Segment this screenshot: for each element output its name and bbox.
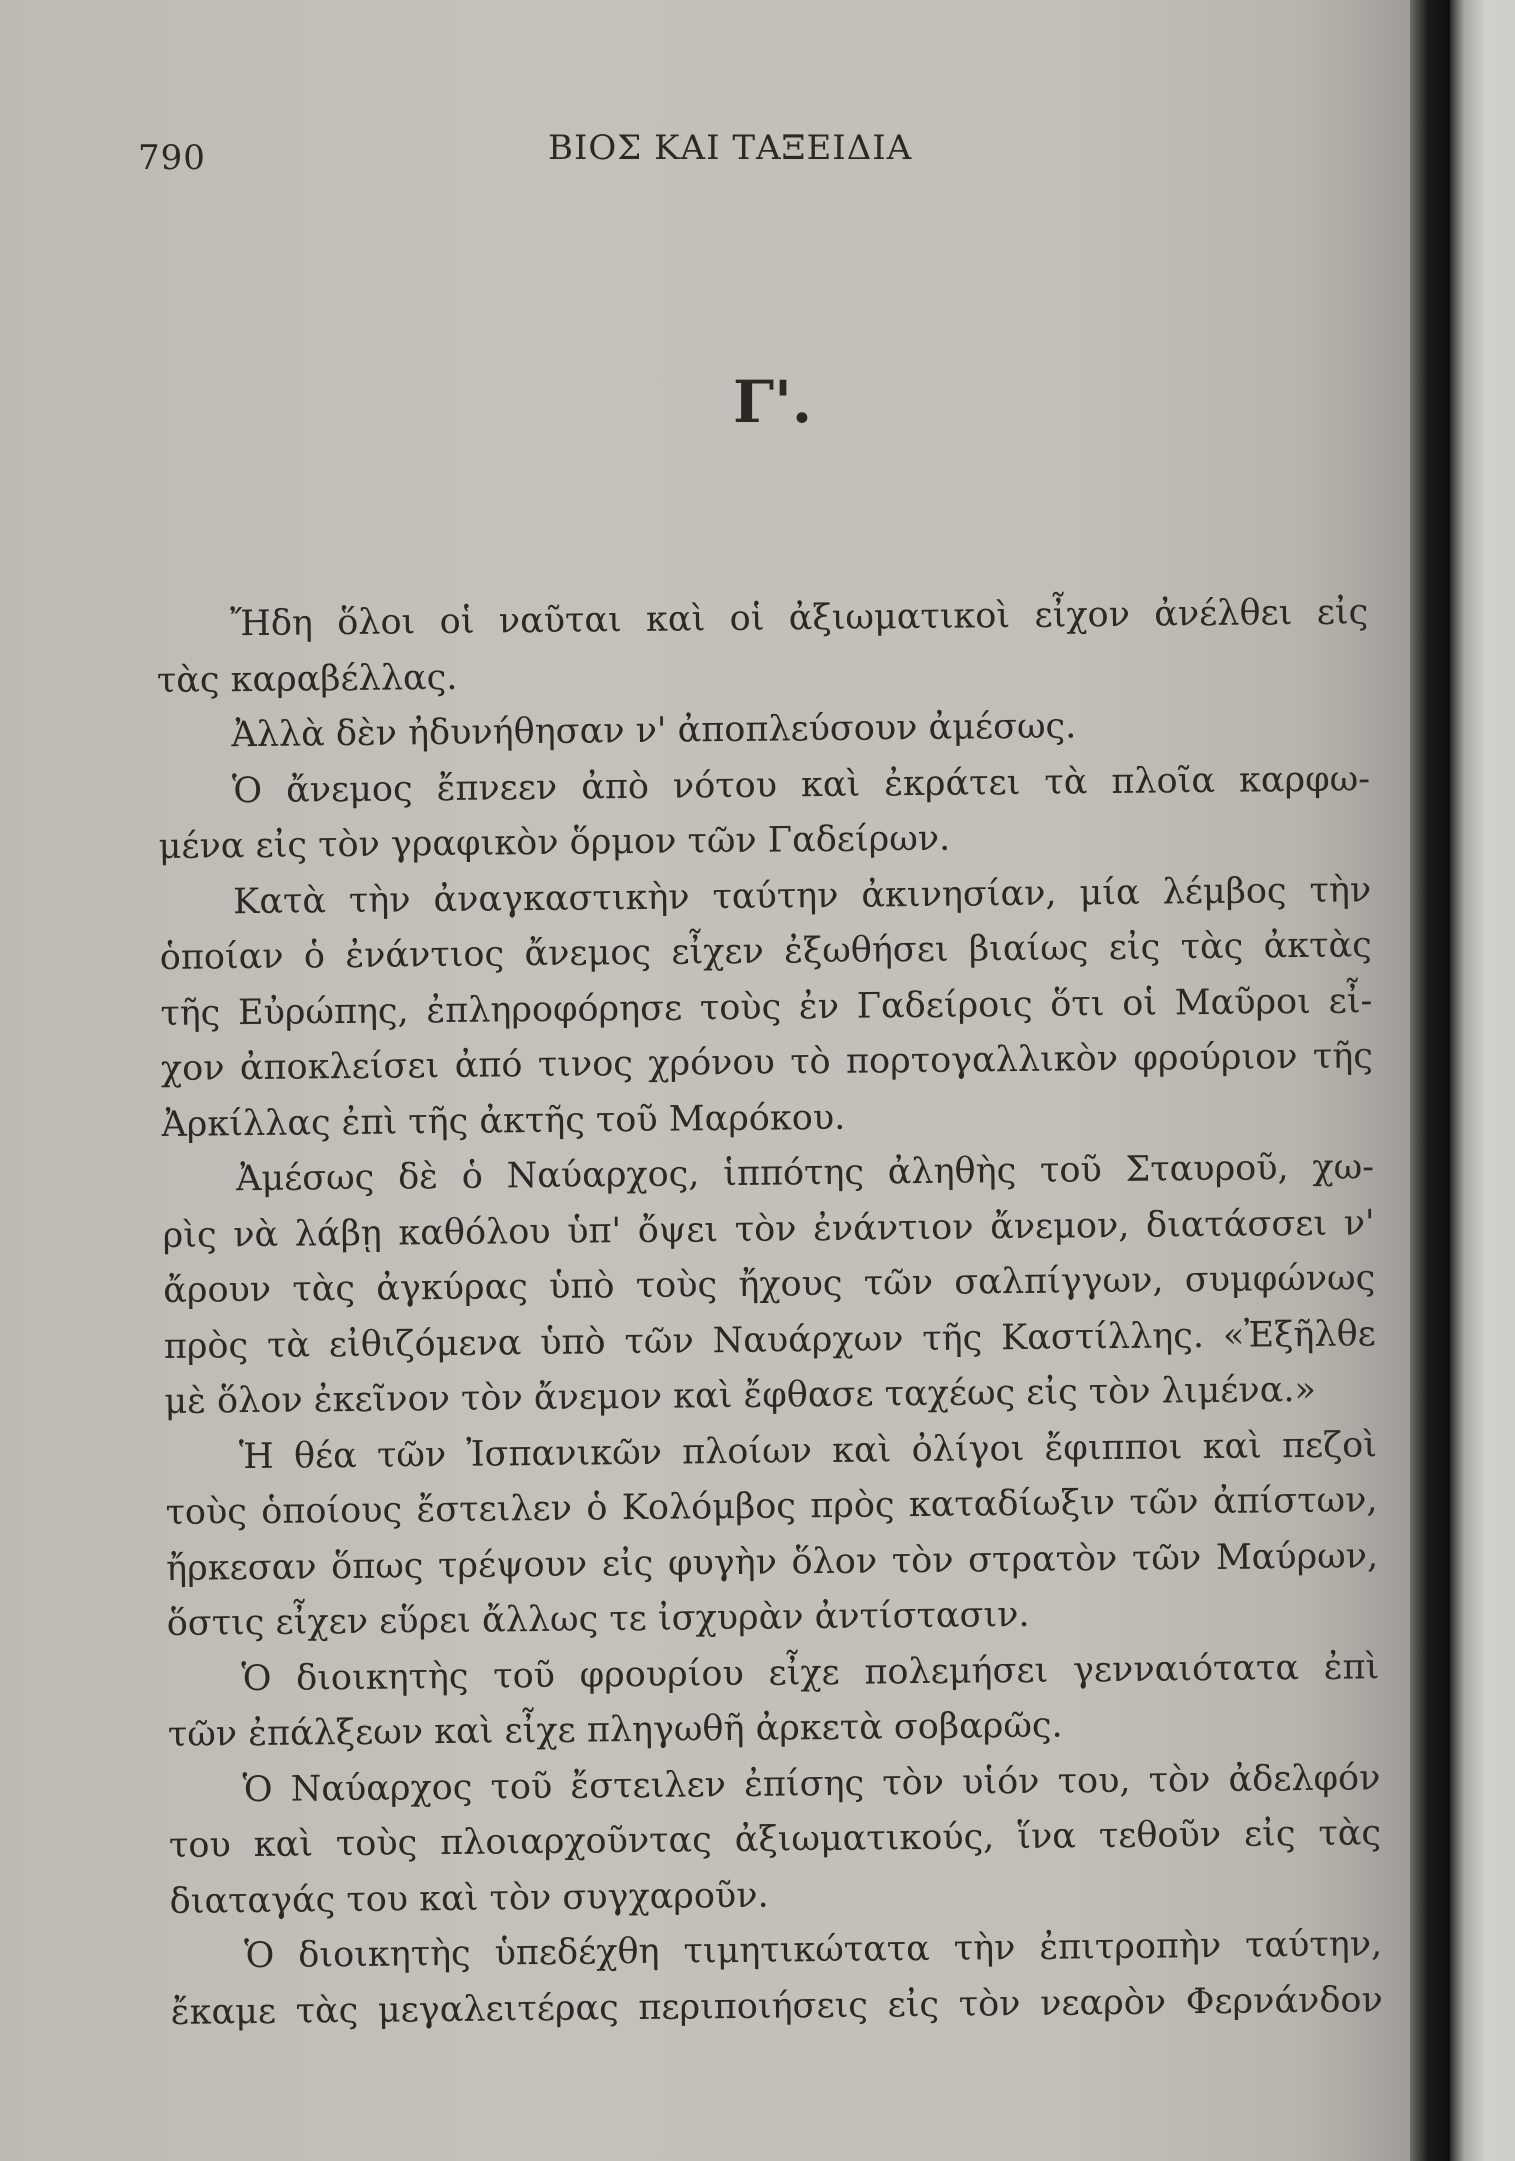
text-line: ὅστις εἶχεν εὕρει ἄλλως τε ἰσχυρὰν ἀντίστασιν.	[166, 1594, 1030, 1644]
text-line: Ὁ Ναύαρχος τοῦ ἔστειλεν ἐπίσης τὸν υἱόν του, τὸν ἀδελφόν	[242, 1757, 1381, 1810]
text-line: τῶν ἐπάλξεων καὶ εἶχε πληγωθῆ ἀρκετὰ σοβαρῶς.	[167, 1705, 1063, 1755]
text-line: Ἀρκίλλας ἐπὶ τῆς ἀκτῆς τοῦ Μαρόκου.	[161, 1097, 846, 1145]
text-line: ρὶς νὰ λάβῃ καθόλου ὑπ' ὄψει τὸν ἐνάντιον ἄνεμον, διατάσσει ν'	[162, 1202, 1375, 1256]
text-line: Ὁ ἄνεμος ἔπνεεν ἀπὸ νότου καὶ ἐκράτει τὰ πλοῖα καρφω-	[231, 758, 1371, 811]
text-line: διαταγάς του καὶ τὸν συγχαροῦν.	[169, 1875, 769, 1922]
text-line: μὲ ὅλον ἐκεῖνον τὸν ἄνεμον καὶ ἔφθασε ταχέως εἰς τὸν λιμένα.»	[164, 1369, 1317, 1422]
page-number: 790	[138, 138, 206, 178]
text-line: τῆς Εὐρώπης, ἐπληροφόρησε τοὺς ἐν Γαδείροις ὅτι οἱ Μαῦροι εἶ-	[160, 980, 1373, 1034]
text-line: ἤρκεσαν ὅπως τρέψουν εἰς φυγὴν ὅλον τὸν στρατὸν τῶν Μαύρων,	[165, 1535, 1379, 1589]
text-line: πρὸς τὰ εἰθιζόμενα ὑπὸ τῶν Ναυάρχων τῆς Καστίλλης. «Ἐξῆλθε	[163, 1313, 1376, 1367]
text-line: ὁποίαν ὁ ἐνάντιος ἄνεμος εἶχεν ἐξωθήσει βιαίως εἰς τὰς ἀκτὰς	[159, 925, 1372, 978]
text-line: Ὁ διοικητὴς ὑπεδέχθη τιμητικώτατα τὴν ἐπιτροπὴν ταύτην,	[244, 1924, 1383, 1977]
text-line: μένα εἰς τὸν γραφικὸν ὅρμον τῶν Γαδείρων.	[158, 818, 951, 867]
chapter-heading: Γ'.	[733, 368, 813, 436]
running-title: ΒΙΟΣ ΚΑΙ ΤΑΞΕΙΔΙΑ	[548, 128, 913, 168]
book-gutter-shadow	[1410, 0, 1450, 2161]
text-line: τοὺς ὁποίους ἔστειλεν ὁ Κολόμβος πρὸς καταδίωξιν τῶν ἀπίστων,	[165, 1480, 1378, 1533]
text-line: τὰς καραβέλλας.	[156, 657, 458, 701]
text-line: Ἀλλὰ δὲν ἠδυνήθησαν ν' ἀποπλεύσουν ἀμέσως.	[231, 706, 1077, 756]
text-line: Ὁ διοικητὴς τοῦ φρουρίου εἶχε πολεμήσει γενναιότατα ἐπὶ	[241, 1646, 1380, 1699]
text-line: Κατὰ τὴν ἀναγκαστικὴν ταύτην ἀκινησίαν, μία λέμβος τὴν	[232, 869, 1372, 922]
body-text	[156, 585, 1383, 2041]
text-line: Ἡ θέα τῶν Ἰσπανικῶν πλοίων καὶ ὀλίγοι ἔφιπποι καὶ πεζοὶ	[238, 1424, 1378, 1477]
text-line: Ἤδη ὅλοι οἱ ναῦται καὶ οἱ ἀξιωματικοὶ εἶχον ἀνέλθει εἰς	[230, 592, 1369, 645]
text-line: ἔκαμε τὰς μεγαλειτέρας περιποιήσεις εἰς τὸν νεαρὸν Φερνάνδον	[170, 1979, 1383, 2033]
text-line: ἄρουν τὰς ἀγκύρας ὑπὸ τοὺς ἤχους τῶν σαλπίγγων, συμφώνως	[163, 1258, 1376, 1311]
facing-page-edge	[1450, 0, 1515, 2161]
text-line: του καὶ τοὺς πλοιαρχοῦντας ἀξιωματικούς, ἵνα τεθοῦν εἰς τὰς	[168, 1813, 1382, 1866]
text-line: Ἀμέσως δὲ ὁ Ναύαρχος, ἱππότης ἀληθὴς τοῦ Σταυροῦ, χω-	[235, 1147, 1375, 1200]
text-line: χον ἀποκλείσει ἀπό τινος χρόνου τὸ πορτογαλλικὸν φρούριον τῆς	[160, 1036, 1374, 1089]
